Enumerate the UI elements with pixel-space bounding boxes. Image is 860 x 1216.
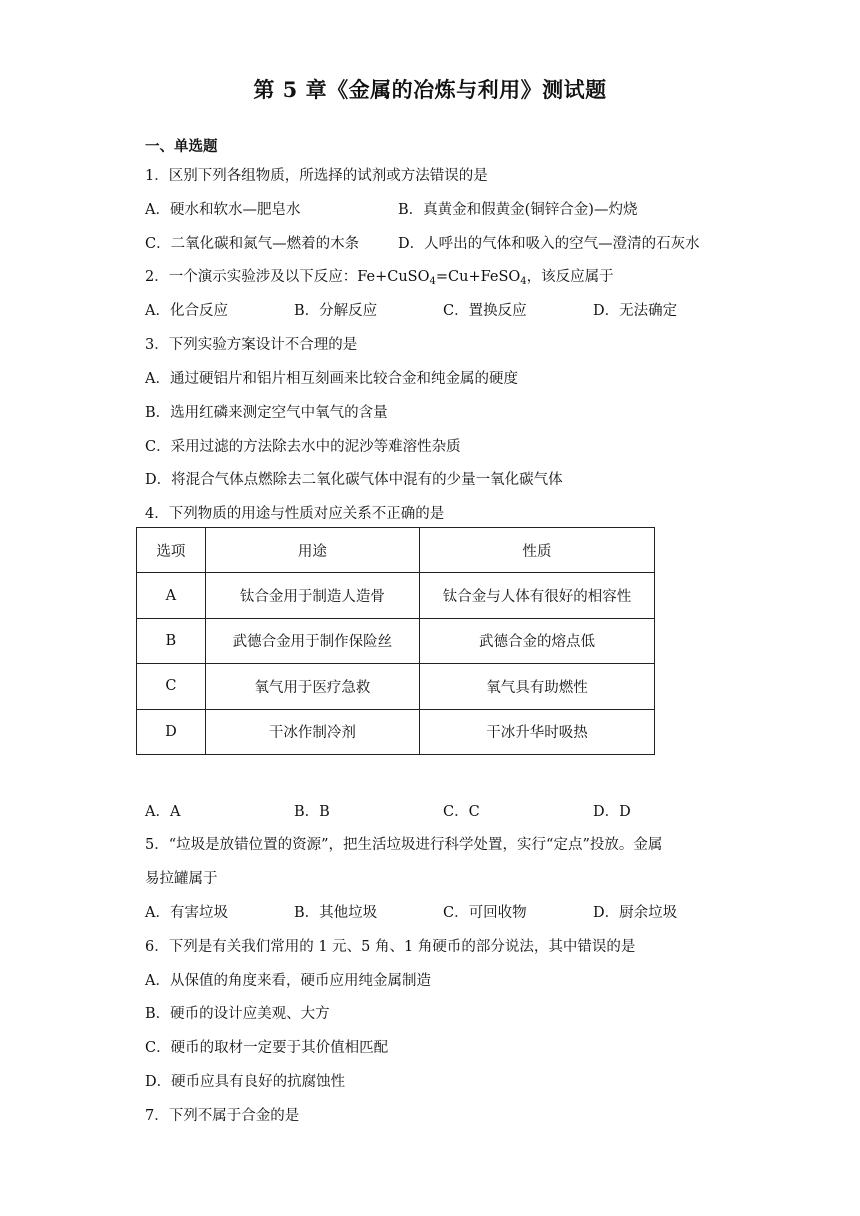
table-cell: 武德合金的熔点低 — [419, 618, 654, 663]
table-row — [137, 618, 655, 663]
question-5-stem-line2: 易拉罐属于 — [145, 871, 218, 887]
question-3-stem: 3．下列实验方案设计不合理的是 — [145, 337, 358, 353]
question-4-stem: 4．下列物质的用途与性质对应关系不正确的是 — [145, 506, 445, 522]
question-3-option-a: A．通过硬铝片和铝片相互刻画来比较合金和纯金属的硬度 — [145, 371, 518, 387]
question-2-option-c: C．置换反应 — [443, 303, 527, 319]
table-cell: 武德合金用于制作保险丝 — [205, 618, 419, 663]
table-header-row — [137, 528, 655, 573]
question-4-option-d: D．D — [593, 804, 631, 820]
question-4-option-b: B．B — [294, 804, 330, 820]
question-2-option-a: A．化合反应 — [145, 303, 228, 319]
question-2-option-b: B．分解反应 — [294, 303, 378, 319]
table-cell: 干冰升华时吸热 — [419, 709, 654, 754]
table-cell: B — [137, 618, 206, 663]
question-1-option-d: D．人呼出的气体和吸入的空气—澄清的石灰水 — [398, 236, 700, 252]
question-1-stem: 1．区别下列各组物质，所选择的试剂或方法错误的是 — [145, 168, 488, 184]
question-6-option-c: C．硬币的取材一定要于其价值相匹配 — [145, 1040, 389, 1056]
question-1-option-b: B．真黄金和假黄金(铜锌合金)—灼烧 — [398, 202, 638, 218]
question-6-stem: 6．下列是有关我们常用的 1 元、5 角、1 角硬币的部分说法，其中错误的是 — [145, 939, 636, 955]
table-row — [137, 573, 655, 618]
question-7-stem: 7．下列不属于合金的是 — [145, 1108, 300, 1124]
table-header-cell: 选项 — [137, 528, 206, 573]
question-5-option-c: C．可回收物 — [443, 905, 527, 921]
table-header-cell: 用途 — [205, 528, 419, 573]
table-cell: A — [137, 573, 206, 618]
question-5-option-d: D．厨余垃圾 — [593, 905, 678, 921]
question-6-option-d: D．硬币应具有良好的抗腐蚀性 — [145, 1074, 346, 1090]
question-6-option-a: A．从保值的角度来看，硬币应用纯金属制造 — [145, 973, 431, 989]
question-4-option-c: C．C — [443, 804, 480, 820]
question-4-option-a: A．A — [145, 804, 181, 820]
table-header-cell: 性质 — [419, 528, 654, 573]
table-cell: 钛合金与人体有很好的相容性 — [419, 573, 654, 618]
question-6-option-b: B．硬币的设计应美观、大方 — [145, 1006, 330, 1022]
table-cell: C — [137, 664, 206, 709]
question-1-option-c: C．二氧化碳和氮气—燃着的木条 — [145, 236, 360, 252]
table-cell: 干冰作制冷剂 — [205, 709, 419, 754]
question-3-option-b: B．选用红磷来测定空气中氧气的含量 — [145, 405, 388, 421]
question-1-option-a: A．硬水和软水—肥皂水 — [145, 202, 301, 218]
question-4-table — [136, 527, 655, 755]
table-row — [137, 664, 655, 709]
document-title: 第 5 章《金属的冶炼与利用》测试题 — [253, 77, 607, 102]
question-2-stem: 2．一个演示实验涉及以下反应：Fe+CuSO$_4$=Cu+FeSO$_4$，该反应属于 — [145, 269, 614, 287]
question-5-option-b: B．其他垃圾 — [294, 905, 378, 921]
question-3-option-c: C．采用过滤的方法除去水中的泥沙等难溶性杂质 — [145, 439, 461, 455]
table-cell: 钛合金用于制造人造骨 — [205, 573, 419, 618]
section-heading: 一、单选题 — [145, 138, 218, 155]
question-5-stem-line1: 5．“垃圾是放错位置的资源”，把生活垃圾进行科学处置，实行“定点”投放。金属 — [145, 837, 663, 853]
table-row — [137, 709, 655, 754]
question-3-option-d: D．将混合气体点燃除去二氧化碳气体中混有的少量一氧化碳气体 — [145, 472, 563, 488]
question-5-option-a: A．有害垃圾 — [145, 905, 228, 921]
table-cell: D — [137, 709, 206, 754]
question-2-option-d: D．无法确定 — [593, 303, 678, 319]
table-cell: 氧气具有助燃性 — [419, 664, 654, 709]
table-cell: 氧气用于医疗急救 — [205, 664, 419, 709]
